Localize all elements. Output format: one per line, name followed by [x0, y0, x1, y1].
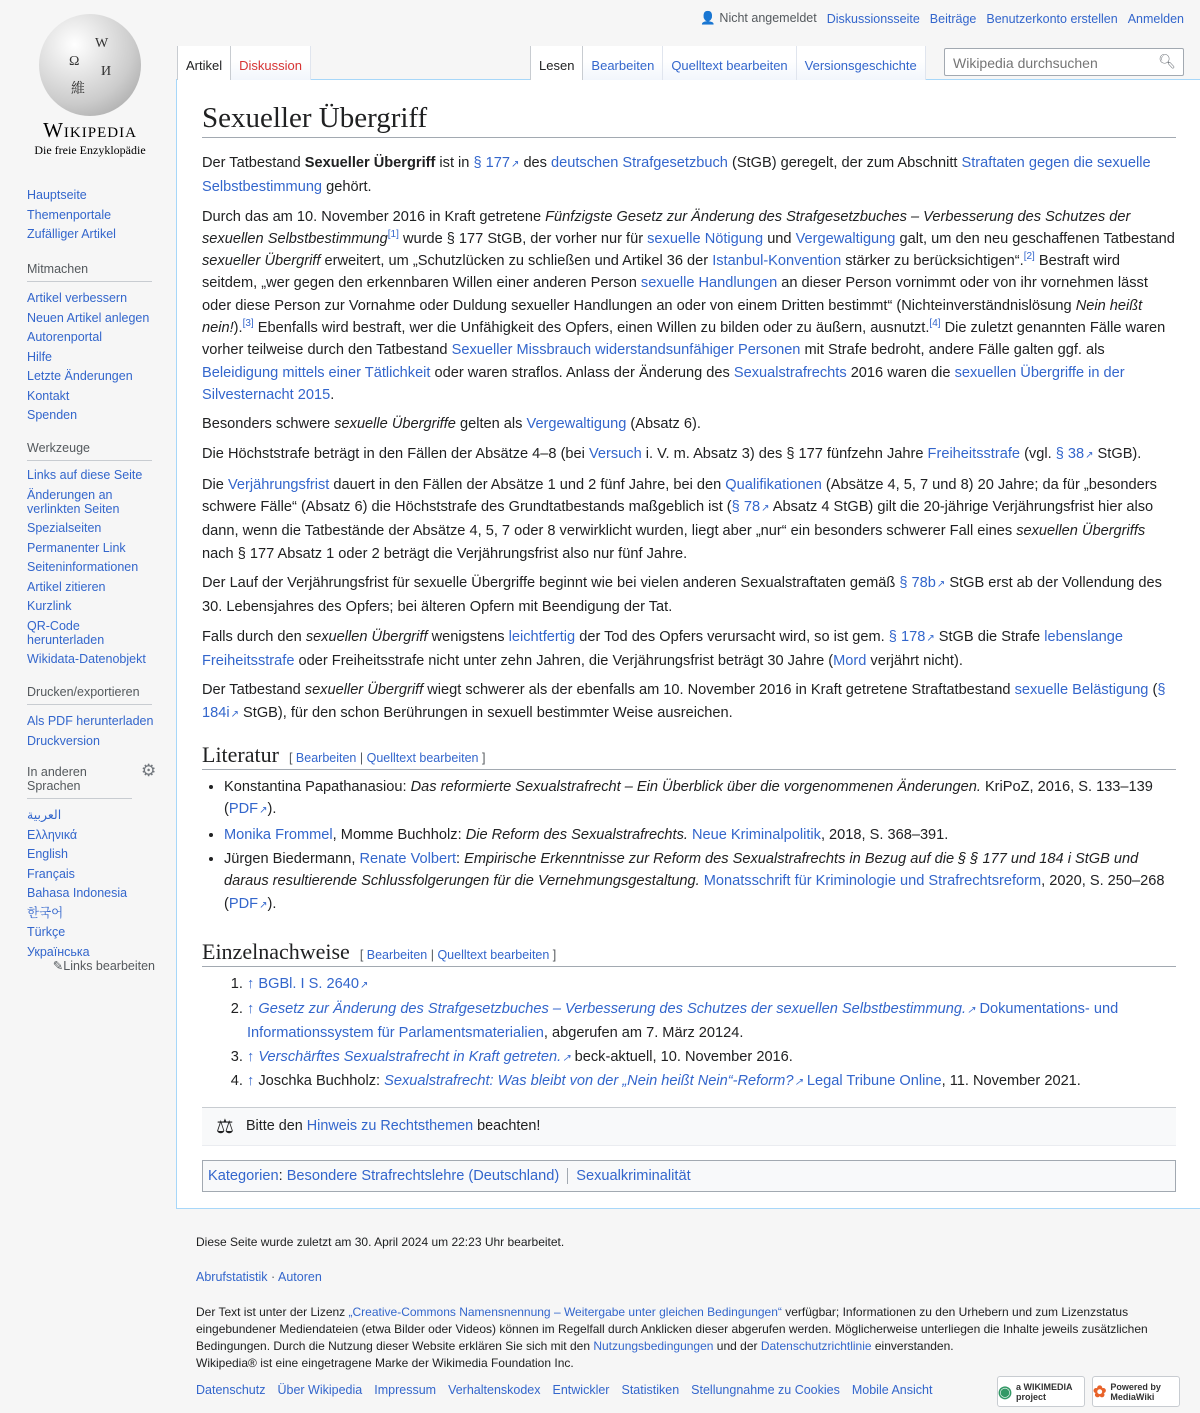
text: an dieser Person vornimmt oder von ihr vornehmen lässt oder diese Person zur Vornahme oder Duldung sexueller Handlungen an oder von einem Dritten bestimmt“ (Nichteinverständnislösung [202, 275, 1148, 314]
text: ist in [435, 155, 474, 171]
link[interactable]: Datenschutzrichtlinie [760, 1339, 872, 1353]
sidebar-link[interactable]: Wikidata-Datenobjekt [27, 652, 146, 666]
reference-link[interactable]: [2] [1023, 251, 1035, 263]
text: (Absätze 4, 5, 7 und 8) 20 Jahre; da für „besonders schwere Fälle“ (Absatz 6) die Höchststrafe des Grundtatbestands maßgeblich ist ( [202, 476, 1157, 516]
literature-item [224, 824, 1176, 847]
section-heading-literatur [202, 742, 1176, 770]
italic-text: sexuellen Übergriff [305, 628, 428, 645]
link[interactable]: Qualifikationen [725, 476, 822, 493]
link[interactable]: Freiheitsstrafe [927, 445, 1021, 462]
language-link[interactable]: Bahasa Indonesia [27, 886, 128, 900]
link[interactable]: Vergewaltigung [795, 230, 896, 247]
reference-item [247, 1046, 1176, 1071]
sidebar-link[interactable]: Neuen Artikel anlegen [27, 310, 150, 325]
puzzle-globe-icon: Ω W И 維 [39, 14, 141, 116]
footer-link[interactable]: Stellungnahme zu Cookies [691, 1383, 840, 1397]
link[interactable]: ↑ [247, 1000, 259, 1017]
text: Die zuletzt genannten Fälle waren vorher teilweise durch den Tatbestand [202, 320, 1166, 359]
external-link[interactable]: § 78 ↗ [732, 499, 770, 515]
paragraph [202, 413, 1176, 435]
external-link[interactable]: PDF ↗ [229, 801, 268, 817]
search-icon[interactable]: 🔍︎ [1158, 53, 1176, 69]
text: Die Höchststrafe beträgt in den Fällen der Absätze 4–8 (bei [202, 445, 589, 462]
link[interactable]: Straftaten gegen die sexuelle Selbstbestimmung [202, 155, 1151, 196]
language-link[interactable]: Français [27, 866, 75, 881]
text: Bestraft wird seitdem, „wer gegen den erkennbaren Willen einer anderen Person [202, 253, 1120, 292]
text: Ebenfalls wird bestraft, wer die Unfähigkeit des Opfers, einen Willen zu bilden oder zu äußern, ausnutzt. [253, 320, 930, 337]
text: erweitert, um „Schutzlücken zu schließen und Artikel 36 der [320, 253, 713, 270]
tab-bearbeiten[interactable]: Bearbeiten [583, 46, 663, 80]
text: : [456, 850, 465, 867]
footer-link[interactable]: Entwickler [552, 1383, 610, 1397]
external-link[interactable]: § 177 ↗ [473, 155, 519, 171]
language-link[interactable]: English [27, 847, 68, 861]
edit-section-button[interactable]: Bearbeiten [295, 750, 357, 765]
link[interactable]: ↑ [247, 976, 259, 993]
section-heading-einzelnachweise [202, 939, 1176, 967]
pencil-icon: ✎ [52, 959, 64, 973]
paragraph [202, 206, 1176, 407]
sidebar-drucken [27, 685, 155, 751]
text: des [519, 155, 552, 171]
view-tabs [530, 46, 926, 80]
user-icon: 👤 [700, 11, 716, 25]
link[interactable]: sexuelle Nötigung [647, 230, 764, 247]
paragraph [202, 626, 1176, 673]
paragraph [202, 572, 1176, 619]
mediawiki-icon: ✿ [1093, 1383, 1107, 1401]
sidebar-werkzeuge [27, 441, 155, 672]
page-title: Sexueller Übergriff [202, 102, 1176, 138]
text: galt, um den neu geschaffenen Tatbestand [895, 230, 1175, 247]
search-input[interactable] [951, 54, 1151, 72]
reference-item [247, 973, 1176, 998]
language-link[interactable]: العربية [27, 808, 62, 822]
user-link[interactable]: Benutzerkonto erstellen [986, 11, 1118, 26]
link[interactable]: Hinweis zu Rechtsthemen [306, 1118, 474, 1135]
language-link[interactable]: Українська [27, 944, 90, 959]
legal-notice-box [202, 1107, 1176, 1146]
sidebar-link[interactable]: Artikel verbessern [27, 291, 128, 305]
tab-quelltext-bearbeiten[interactable]: Quelltext bearbeiten [663, 46, 796, 80]
text: i. V. m. Absatz 3) des § 177 fünfzehn Jahre [641, 445, 928, 462]
sidebar-link[interactable]: Als PDF herunterladen [27, 714, 154, 728]
footer-badges [997, 1376, 1180, 1407]
sidebar-heading [27, 765, 132, 799]
tab-diskussion[interactable]: Diskussion [231, 46, 311, 80]
text: nach § 177 Absatz 1 oder 2 beträgt die Verjährungsfrist also nur fünf Jahre. [202, 545, 688, 562]
link[interactable]: Legal Tribune Online [806, 1073, 942, 1090]
reference-item [247, 998, 1176, 1046]
footer-stats-link[interactable]: Autoren [277, 1270, 322, 1284]
text: ( [1148, 682, 1158, 699]
sidebar-link[interactable]: Hauptseite [27, 188, 87, 202]
text: oder waren straflos. Anlass der Änderung des [430, 364, 734, 381]
sidebar-heading-text: In anderen Sprachen [27, 765, 87, 793]
sidebar-link[interactable]: Druckversion [27, 733, 100, 748]
text: wurde § 177 StGB, der vorher nur für [398, 230, 648, 247]
sidebar-mitmachen [27, 262, 155, 426]
text: Die [202, 476, 228, 493]
link[interactable]: Neue Kriminalpolitik [691, 827, 821, 844]
section-title: Einzelnachweise [202, 939, 350, 965]
sidebar-heading: Mitmachen [27, 262, 152, 282]
sidebar-link[interactable]: Letzte Änderungen [27, 369, 133, 383]
sidebar-link[interactable]: Autorenportal [27, 330, 103, 344]
category-link[interactable]: Sexualkriminalität [576, 1167, 691, 1184]
reference-link[interactable]: [3] [242, 318, 254, 330]
separator [567, 1168, 568, 1184]
text: StGB die Strafe [934, 628, 1045, 645]
wordmark: Wikipedia [43, 118, 137, 142]
footer-link[interactable]: Verhaltenskodex [448, 1383, 541, 1397]
text: KriPoZ, 2016, S. 133–139 ( [224, 778, 1153, 818]
text: wiegt schwerer als der ebenfalls am 10. November 2016 in Kraft getretene Straftatbestand [423, 682, 1015, 699]
text: einverstanden. [871, 1339, 954, 1353]
text: Der Lauf der Verjährungsfrist für sexuelle Übergriffe beginnt wie bei vielen anderen Sexualstraftaten gemäß [202, 575, 900, 592]
not-logged-in-text: Nicht angemeldet [719, 11, 817, 25]
footer [196, 1234, 1181, 1399]
link[interactable]: Sexueller Missbrauch widerstandsunfähiger Personen [451, 342, 801, 359]
tab-artikel[interactable]: Artikel [177, 46, 231, 80]
text: ). [267, 801, 277, 818]
external-link[interactable]: § 184i ↗ [202, 682, 1165, 720]
italic-text: Das reformierte Sexualstrafrecht – Ein Überblick über die vorgenommenen Änderungen. [410, 778, 981, 795]
tab-versionsgeschichte[interactable]: Versionsgeschichte [797, 46, 926, 80]
user-link[interactable]: Diskussionsseite [826, 11, 920, 26]
footer-link[interactable]: Statistiken [621, 1383, 680, 1397]
link[interactable]: ↑ [247, 1048, 259, 1065]
text: Joschka Buchholz: [258, 1073, 385, 1090]
text: . [330, 386, 335, 403]
wikimedia-icon: ◉ [998, 1383, 1012, 1401]
italic-text: sexuelle Übergriffe [334, 416, 456, 433]
link[interactable]: Versuch [588, 445, 642, 462]
separator: · [267, 1270, 278, 1284]
link[interactable]: Monatsschrift für Kriminologie und Strafrechtsreform [703, 873, 1042, 890]
user-link[interactable]: Beiträge [929, 11, 977, 26]
external-link[interactable]: § 178 ↗ [889, 629, 935, 645]
text: stärker zu berücksichtigen“. [841, 253, 1024, 270]
paragraph [202, 152, 1176, 199]
footer-link[interactable]: Über Wikipedia [277, 1383, 363, 1397]
mediawiki-badge[interactable] [1092, 1376, 1180, 1407]
tagline: Die freie Enzyklopädie [34, 143, 146, 157]
search-box[interactable] [944, 48, 1184, 76]
sidebar-sprachen [27, 761, 157, 973]
text: (vgl. [1020, 445, 1056, 462]
text: Besonders schwere [202, 416, 335, 433]
text: ). [233, 320, 243, 337]
link[interactable]: sexuelle Belästigung [1014, 682, 1149, 699]
text: und [763, 230, 796, 247]
reference-link[interactable]: [1] [387, 229, 399, 241]
edit-source-section-button[interactable]: Quelltext bearbeiten [437, 948, 550, 963]
sidebar-heading: Drucken/exportieren [27, 685, 152, 705]
category-box: Kategorien: Besondere Strafrechtslehre (Deutschland) Sexualkriminalität [202, 1160, 1176, 1192]
link[interactable]: Renate Volbert [359, 850, 457, 867]
namespace-tabs [177, 46, 311, 80]
sidebar-link[interactable]: Kontakt [27, 388, 70, 403]
language-link[interactable]: Ελληνικά [27, 827, 78, 842]
sidebar-link[interactable]: Hilfe [27, 349, 53, 364]
sidebar-link[interactable]: Themenportale [27, 207, 112, 222]
reference-item [247, 1070, 1176, 1095]
text: verjährt nicht). [866, 652, 963, 669]
link[interactable]: Beleidigung mittels einer Tätlichkeit [202, 364, 431, 381]
section-title: Literatur [202, 741, 279, 767]
text: StGB erst ab der Vollendung des 30. Lebensjahres des Opfers; bei älteren Opfern mit Beendigung der Tat. [202, 575, 1162, 616]
link[interactable]: Verjährungsfrist [227, 476, 330, 493]
text: Der Text ist unter der Lizenz [196, 1305, 349, 1319]
link[interactable]: Mord [833, 652, 867, 669]
text: dauert in den Fällen der Absätze 1 und 2 fünf Jahre, bei den [329, 476, 726, 493]
link[interactable]: leichtfertig [508, 628, 576, 645]
text: gehört. [322, 179, 372, 196]
user-status [700, 11, 816, 26]
categories-label[interactable]: Kategorien [208, 1167, 279, 1184]
external-link[interactable]: BGBl. I S. 2640 ↗ [258, 976, 368, 992]
sidebar-link[interactable]: QR-Code herunterladen [27, 618, 105, 647]
italic-text: Empirische Erkenntnisse zur Reform des Sexualstrafrechts in Bezug auf die § § 177 und 184 i StGB und daraus resultierende Schlussfolgerungen für die Vernehmungsgestaltung. [224, 850, 1139, 890]
language-link[interactable]: Türkçe [27, 925, 66, 939]
text: Durch das am 10. November 2016 in Kraft getretene [202, 208, 546, 225]
external-link[interactable]: Gesetz zur Änderung des Strafgesetzbuches – Verbesserung des Schutzes der sexuellen Selbstbestimmung. ↗ [258, 1001, 975, 1017]
text: 2016 waren die [846, 364, 955, 381]
badge-text: Powered by MediaWiki [1110, 1381, 1161, 1402]
text: mit Strafe bedroht, andere Fälle galten ggf. als [800, 342, 1105, 359]
text: Absatz 4 StGB) gilt die 20-jährige Verjährungsfrist hier also dann, wenn die Tatbestände der Absätze 4, 5, 7 oder 8 verwirklicht wurden, liegt aber „nur“ ein besonders schwerer Fall eines [202, 499, 1154, 540]
text: und der [713, 1339, 761, 1353]
text: , 2018, S. 368–391. [820, 827, 949, 844]
text: Bitte den [245, 1118, 307, 1135]
wikimedia-project-badge[interactable] [997, 1376, 1085, 1407]
italic-text: Fünfzigste Gesetz zur Änderung des Strafgesetzbuches – Verbesserung des Schutzes der sexuellen Selbstbestimmung [202, 208, 1131, 247]
text: , abgerufen am 7. März 20124. [543, 1025, 744, 1042]
sidebar-link[interactable]: Zufälliger Artikel [27, 227, 116, 241]
link[interactable]: deutschen Strafgesetzbuch [551, 155, 728, 171]
italic-text: Die Reform des Sexualstrafrechts. [465, 827, 688, 844]
link[interactable]: Dokumentations- und Informationssystem für Parlamentsmaterialien [247, 1000, 1119, 1042]
bold-text: Sexueller Übergriff [304, 155, 436, 171]
category-link[interactable]: Besondere Strafrechtslehre (Deutschland) [286, 1167, 560, 1184]
text: (Absatz 6). [626, 416, 701, 433]
sidebar-link[interactable]: Spezialseiten [27, 521, 102, 535]
footer-stats-link[interactable]: Abrufstatistik [196, 1270, 268, 1284]
external-link[interactable]: Verschärftes Sexualstrafrecht in Kraft getreten. ↗ [258, 1049, 570, 1065]
sidebar-link[interactable]: Änderungen an verlinkten Seiten [27, 487, 120, 516]
user-links [700, 11, 1184, 26]
badge-text: a WIKIMEDIA project [1015, 1381, 1073, 1402]
text: oder Freiheitsstrafe nicht unter zehn Jahren, die Verjährungsfrist beträgt 30 Jahre ( [294, 652, 834, 669]
sidebar-link[interactable]: Links auf diese Seite [27, 468, 143, 482]
edit-links-label: Links bearbeiten [63, 959, 155, 973]
edit-section-button[interactable]: Bearbeiten [366, 948, 428, 963]
link[interactable]: sexuelle Handlungen [640, 275, 778, 292]
link[interactable]: Nutzungsbedingungen [593, 1339, 714, 1353]
italic-text: sexueller Übergriff [202, 253, 321, 270]
external-link[interactable]: PDF ↗ [229, 896, 268, 912]
link[interactable]: sexuellen Übergriffe in der Silvesternacht 2015 [202, 364, 1125, 403]
literature-item [224, 848, 1176, 918]
paragraph [202, 474, 1176, 565]
footer-link[interactable]: Impressum [374, 1383, 437, 1397]
link[interactable]: Istanbul-Konvention [712, 253, 842, 270]
sidebar-link[interactable]: Permanenter Link [27, 540, 126, 555]
literature-item [224, 776, 1176, 823]
text: beachten! [473, 1118, 541, 1135]
text: verfügbar; Informationen zu den Urhebern und zum Lizenzstatus eingebundener Mediendateien (etwa Bilder oder Videos) können im Regelfall durch Anklicken dieser abgerufen werden. Möglicherweise unterliegen die Inhalte jeweils zusätzlichen Bedingungen. Durch die Nutzung dieser Website erklären Sie sich mit den [196, 1305, 1148, 1353]
last-edited: Diese Seite wurde zuletzt am 30. April 2024 um 22:23 Uhr bearbeitet. [196, 1235, 565, 1249]
wikipedia-logo[interactable] [20, 14, 160, 158]
italic-text: sexuellen Übergriffs [1016, 523, 1146, 540]
link[interactable]: Vergewaltigung [526, 416, 627, 433]
section-edit-links: [ Bearbeiten | Quelltext bearbeiten ] [288, 750, 486, 765]
reference-link[interactable]: [4] [929, 318, 941, 330]
sidebar-link[interactable]: Seiteninformationen [27, 560, 139, 574]
link[interactable]: ↑ [247, 1073, 259, 1090]
text: Der Tatbestand [202, 155, 305, 171]
article-content [176, 79, 1200, 1209]
edit-source-section-button[interactable]: Quelltext bearbeiten [366, 750, 479, 765]
text: der Tod des Opfers verursacht wird, so ist gem. [575, 628, 889, 645]
paragraph [202, 443, 1176, 467]
language-link[interactable]: 한국어 [27, 905, 64, 920]
scales-icon: ⚖ [216, 1115, 234, 1138]
italic-text: Nein heißt nein! [202, 297, 1143, 337]
sidebar-link[interactable]: Kurzlink [27, 599, 72, 613]
user-link[interactable]: Anmelden [1127, 11, 1184, 26]
text: beck-aktuell, 10. November 2016. [570, 1048, 793, 1065]
link[interactable]: Monika Frommel [224, 827, 333, 844]
external-link[interactable]: Sexualstrafrecht: Was bleibt von der „Nein heißt Nein“-Reform? ↗ [384, 1073, 803, 1089]
trademark: Wikipedia® ist eine eingetragene Marke der Wikimedia Foundation Inc. [196, 1356, 574, 1370]
text: Konstantina Papathanasiou: [224, 778, 411, 795]
text: Der Tatbestand [202, 682, 305, 699]
text: StGB). [1093, 445, 1142, 462]
sidebar-heading: Werkzeuge [27, 441, 152, 461]
text: ). [267, 895, 277, 912]
footer-link[interactable]: Datenschutz [196, 1383, 266, 1397]
text: , Momme Buchholz: [332, 827, 466, 844]
text: , 11. November 2021. [941, 1073, 1081, 1090]
paragraph [202, 679, 1176, 726]
external-link[interactable]: § 78b ↗ [899, 575, 945, 591]
text: (StGB) geregelt, der zum Abschnitt [727, 155, 962, 171]
italic-text: sexueller Übergriff [304, 682, 424, 699]
tab-lesen[interactable]: Lesen [530, 46, 583, 80]
section-edit-links: [ Bearbeiten | Quelltext bearbeiten ] [359, 948, 557, 963]
text: StGB), für den schon Berührungen in sexuell bestimmter Weise ausreichen. [238, 704, 733, 721]
external-link[interactable]: § 38 ↗ [1056, 446, 1094, 462]
gear-icon[interactable]: ⚙ [141, 761, 157, 780]
link[interactable]: lebenslange Freiheitsstrafe [202, 628, 1123, 669]
footer-link[interactable]: Mobile Ansicht [851, 1383, 933, 1397]
link[interactable]: „Creative-Commons Namensnennung – Weitergabe unter gleichen Bedingungen“ [348, 1305, 782, 1319]
sidebar-nav [27, 186, 155, 245]
text: gelten als [455, 416, 527, 433]
text: Falls durch den [202, 628, 306, 645]
text: wenigstens [427, 628, 509, 645]
sidebar-link[interactable]: Artikel zitieren [27, 579, 106, 594]
text: Jürgen Biedermann, [224, 850, 360, 867]
text: , 2020, S. 250–268 ( [224, 873, 1165, 912]
sidebar-link[interactable]: Spenden [27, 408, 78, 422]
link[interactable]: Sexualstrafrechts [733, 364, 847, 381]
